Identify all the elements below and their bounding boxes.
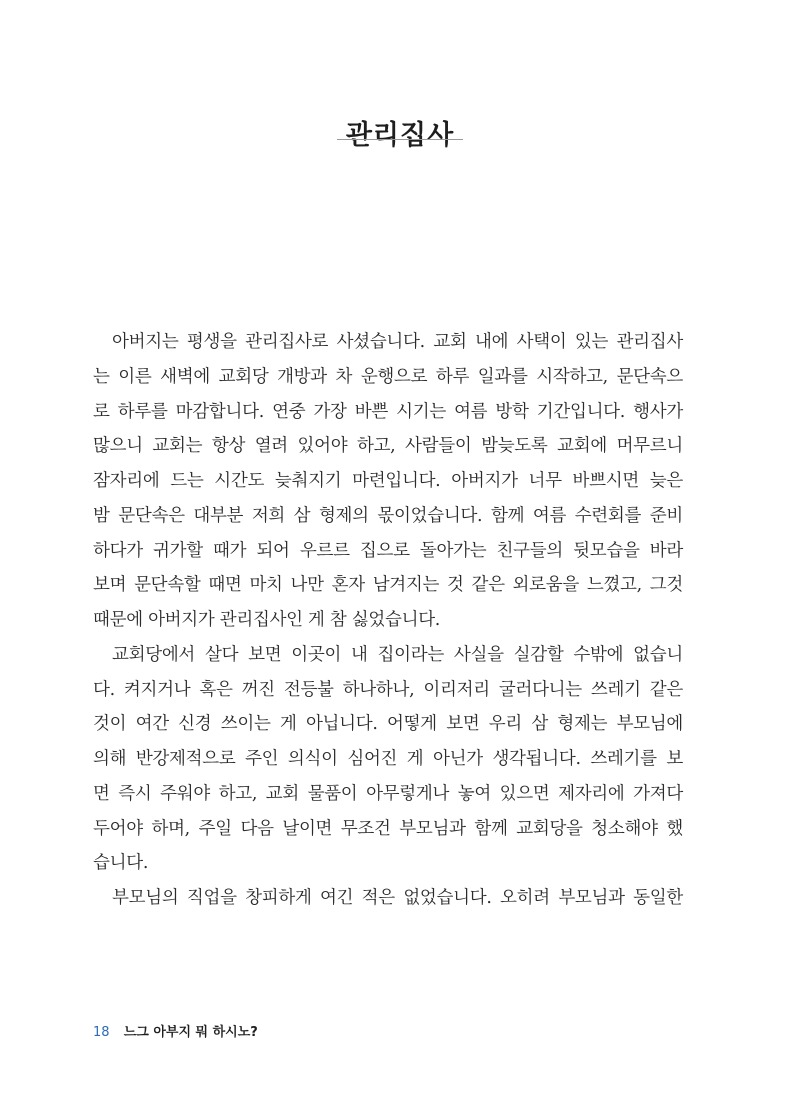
body-line: 는 이른 새벽에 교회당 개방과 차 운행으로 하루 일과를 시작하고, 문단속으 xyxy=(93,366,683,387)
body-line: 많으니 교회는 항상 열려 있어야 하고, 사람들이 밤늦도록 교회에 머무르니 xyxy=(93,436,683,457)
body-line: 보며 문단속할 때면 마치 나만 혼자 남겨지는 것 같은 외로움을 느꼈고, 그것 xyxy=(93,575,683,596)
running-title: 느그 아부지 뭐 하시노? xyxy=(123,1025,258,1040)
body-line: 다. 켜지거나 혹은 꺼진 전등불 하나하나, 이리저리 굴러다니는 쓰레기 같은 xyxy=(93,679,683,700)
title-underline xyxy=(337,139,463,140)
body-line: 로 하루를 마감합니다. 연중 가장 바쁜 시기는 여름 방학 기간입니다. 행사가 xyxy=(93,401,683,422)
body-line: 것이 여간 신경 쓰이는 게 아닙니다. 어떻게 보면 우리 삼 형제는 부모님에 xyxy=(93,714,683,735)
body-line: 교회당에서 살다 보면 이곳이 내 집이라는 사실을 실감할 수밖에 없습니 xyxy=(112,644,683,665)
body-line: 습니다. xyxy=(93,853,149,874)
body-line: 밤 문단속은 대부분 저희 삼 형제의 몫이었습니다. 함께 여름 수련회를 준비 xyxy=(93,505,683,526)
body-line: 하다가 귀가할 때가 되어 우르르 집으로 돌아가는 친구들의 뒷모습을 바라 xyxy=(93,540,683,561)
body-line: 두어야 하며, 주일 다음 날이면 무조건 부모님과 함께 교회당을 청소해야 했 xyxy=(93,818,683,839)
body-line: 면 즉시 주워야 하고, 교회 물품이 아무렇게나 놓여 있으면 제자리에 가져다 xyxy=(93,783,683,804)
chapter-title: 관리집사 xyxy=(345,120,455,152)
body-line: 부모님의 직업을 창피하게 여긴 적은 없었습니다. 오히려 부모님과 동일한 xyxy=(112,888,683,908)
body-line: 때문에 아버지가 관리집사인 게 참 싫었습니다. xyxy=(93,610,441,630)
body-line: 아버지는 평생을 관리집사로 사셨습니다. 교회 내에 사택이 있는 관리집사 xyxy=(112,332,683,352)
body-text xyxy=(93,325,683,916)
page-number: 18 xyxy=(93,1025,110,1040)
body-line: 잠자리에 드는 시간도 늦춰지기 마련입니다. 아버지가 너무 바쁘시면 늦은 xyxy=(93,471,683,491)
page-footer xyxy=(93,1024,258,1042)
body-line: 의해 반강제적으로 주인 의식이 심어진 게 아닌가 생각됩니다. 쓰레기를 보 xyxy=(93,749,683,769)
